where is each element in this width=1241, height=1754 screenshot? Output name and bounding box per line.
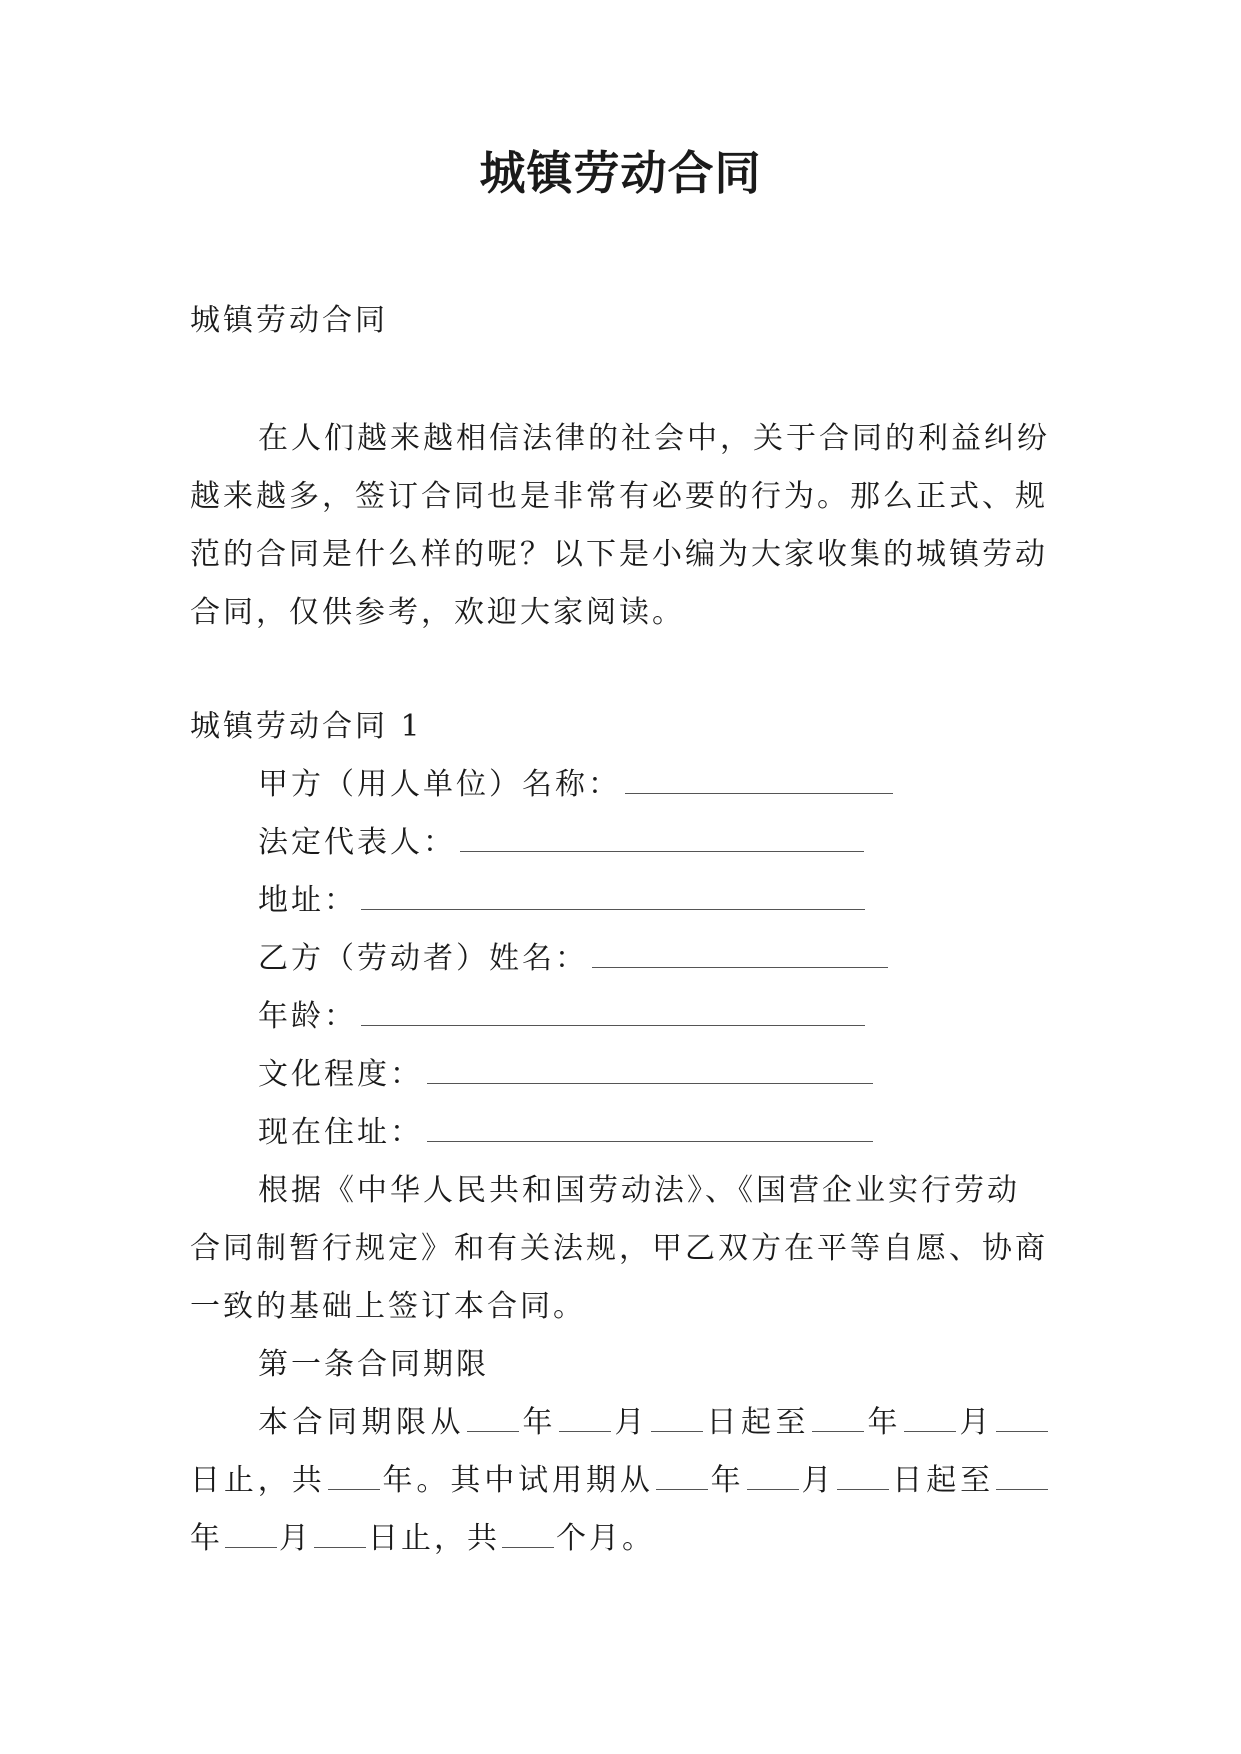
fill-blank[interactable] (328, 1465, 380, 1490)
fill-blank[interactable] (225, 1523, 277, 1548)
field-label: 甲方（用人单位）名称： (258, 767, 621, 802)
fill-blank[interactable] (361, 1001, 865, 1026)
section-heading: 城镇劳动合同 1 (190, 709, 423, 744)
fill-blank[interactable] (812, 1407, 864, 1432)
field-age (258, 988, 1050, 1046)
fill-blank[interactable] (592, 943, 888, 968)
fill-blank[interactable] (904, 1407, 956, 1432)
fill-blank[interactable] (460, 827, 864, 852)
fill-blank[interactable] (502, 1523, 554, 1548)
field-label: 地址： (258, 883, 357, 918)
fill-blank[interactable] (625, 769, 893, 794)
document-body (190, 292, 1050, 1568)
article-1-heading: 第一条合同期限 (258, 1347, 489, 1382)
fill-blank[interactable] (996, 1407, 1048, 1432)
field-label: 文化程度： (258, 1057, 423, 1092)
field-label: 法定代表人： (258, 825, 456, 860)
fill-blank[interactable] (996, 1465, 1048, 1490)
field-label: 现在住址： (258, 1115, 423, 1150)
fill-blank[interactable] (314, 1523, 366, 1548)
fill-blank[interactable] (361, 885, 865, 910)
field-label: 乙方（劳动者）姓名： (258, 941, 588, 976)
fill-blank[interactable] (656, 1465, 708, 1490)
field-label: 年龄： (258, 999, 357, 1034)
fill-blank[interactable] (747, 1465, 799, 1490)
fill-blank[interactable] (427, 1117, 873, 1142)
contract-period-paragraph: 本合同期限从 年 月 日起至 年 月日止，共 年。其中试用期从 年 月 日起至年 月 日止，共 个月。 (190, 1394, 1050, 1568)
fill-blank[interactable] (559, 1407, 611, 1432)
party-fields (190, 756, 1050, 1162)
document-title: 城镇劳动合同 (479, 146, 762, 200)
field-current-address (258, 1104, 1050, 1162)
fill-blank[interactable] (837, 1465, 889, 1490)
fill-blank[interactable] (427, 1059, 873, 1084)
field-address (258, 872, 1050, 930)
field-education (258, 1046, 1050, 1104)
field-legal-rep (258, 814, 1050, 872)
field-party-b-name (258, 930, 1050, 988)
field-party-a-name (258, 756, 1050, 814)
intro-paragraph: 在人们越来越相信法律的社会中，关于合同的利益纠纷越来越多，签订合同也是非常有必要的行为。那么正式、规范的合同是什么样的呢？以下是小编为大家收集的城镇劳动合同，仅供参考，欢迎大家阅读。 (190, 421, 1050, 630)
legal-basis-paragraph: 根据《中华人民共和国劳动法》、《国营企业实行劳动合同制暂行规定》和有关法规，甲乙双方在平等自愿、协商一致的基础上签订本合同。 (190, 1173, 1048, 1324)
fill-blank[interactable] (651, 1407, 703, 1432)
fill-blank[interactable] (467, 1407, 519, 1432)
document-subtitle: 城镇劳动合同 (190, 303, 388, 338)
